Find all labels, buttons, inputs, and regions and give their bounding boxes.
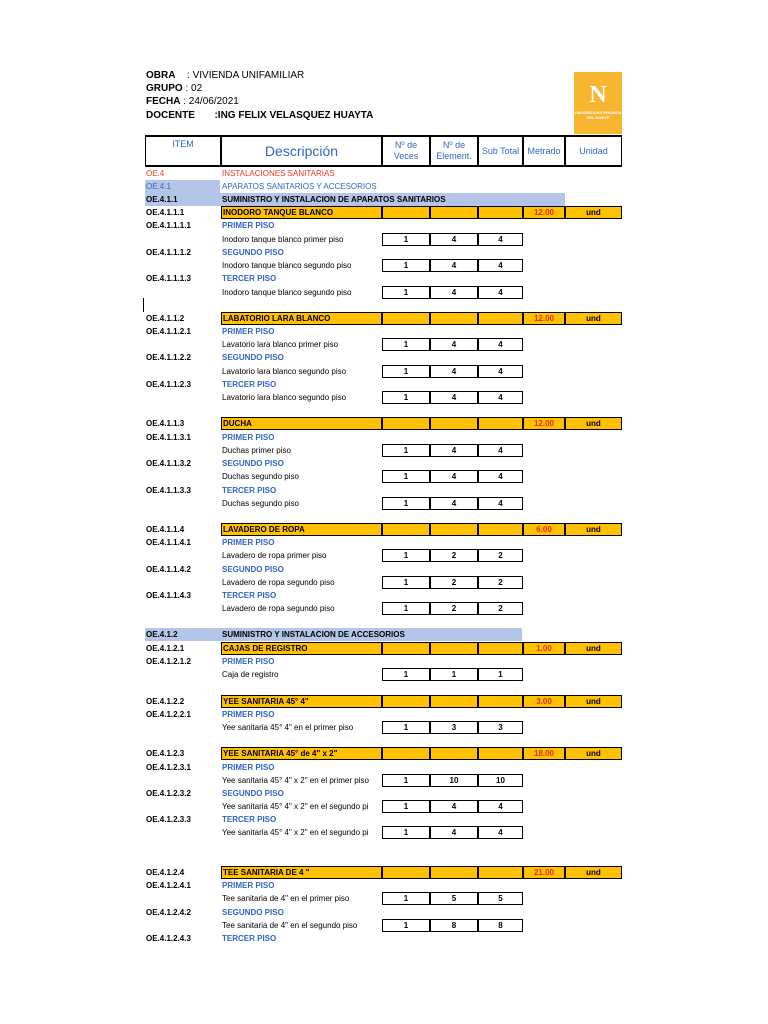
floor-label: SEGUNDO PISO [222,789,284,798]
item-code: OE.4.1.1.3.1 [146,433,191,442]
cell-cursor-line [143,298,144,312]
col-metrado-header: Metrado [523,135,565,167]
subtotal-cell [478,866,523,879]
elementos-value: 4 [430,444,478,457]
item-title: LAVADERO DE ROPA [221,523,382,536]
item-code: OE.4.1.2.4 [146,868,185,877]
elementos-cell [430,866,478,879]
metrado-value: 21.00 [523,866,565,879]
metrado-value: 12.00 [523,206,565,219]
elementos-cell [430,747,478,760]
item-code: OE.4.1.1 [146,195,178,204]
elementos-cell [430,206,478,219]
elementos-value: 2 [430,576,478,589]
floor-label: PRIMER PISO [222,881,275,890]
subtotal-cell [478,642,523,655]
item-title: LABATORIO LARA BLANCO [221,312,382,325]
grupo-line [146,82,202,95]
item-code: OE.4 [146,169,165,178]
floor-label: SEGUNDO PISO [222,459,284,468]
veces-value: 1 [382,549,430,562]
grupo-value: : 02 [185,83,203,94]
unidad-value: und [565,866,622,879]
floor-label: SEGUNDO PISO [222,565,284,574]
item-code: OE.4.1.1.4.3 [146,591,191,600]
veces-cell [382,312,430,325]
subtotal-cell [478,206,523,219]
floor-label: TERCER PISO [222,486,277,495]
elementos-value: 4 [430,497,478,510]
elementos-cell [430,523,478,536]
veces-value: 1 [382,286,430,299]
item-code: OE.4.1.1.2.1 [146,327,191,336]
subtotal-value: 2 [478,602,523,615]
docente-value: :ING FELIX VELASQUEZ HUAYTA [214,110,374,121]
subtotal-cell [478,523,523,536]
veces-value: 1 [382,233,430,246]
subtotal-value: 2 [478,549,523,562]
logo-text: UNIVERSIDAD PRIVADA DEL NORTE [574,110,622,120]
item-code: OE.4.1.2.4.3 [146,934,191,943]
elementos-value: 4 [430,259,478,272]
detail-description: Duchas segundo piso [222,472,299,481]
metrado-value: 12.00 [523,312,565,325]
floor-label: SEGUNDO PISO [222,353,284,362]
subtotal-cell [478,695,523,708]
fecha-line [146,95,239,108]
elementos-value: 10 [430,774,478,787]
item-code: OE.4.1.2.4.2 [146,908,191,917]
metrado-value: 1.00 [523,642,565,655]
veces-value: 1 [382,576,430,589]
floor-label: PRIMER PISO [222,327,275,336]
item-code: OE.4.1.1.2.3 [146,380,191,389]
veces-cell [382,866,430,879]
detail-description: Lavadero de ropa segundo piso [222,578,335,587]
veces-value: 1 [382,338,430,351]
veces-cell [382,523,430,536]
item-code: OE.4.1.1.4 [146,525,185,534]
subtotal-value: 10 [478,774,523,787]
subtotal-value: 4 [478,259,523,272]
item-code: OE.4.1.1.2 [146,314,185,323]
veces-cell [382,747,430,760]
subtotal-value: 4 [478,233,523,246]
unidad-value: und [565,206,622,219]
item-code: OE.4.1.1.1 [146,208,185,217]
detail-description: Inodoro tanque blanco segundo piso [222,261,352,270]
elementos-value: 1 [430,668,478,681]
elementos-value: 4 [430,800,478,813]
veces-value: 1 [382,365,430,378]
subtotal-value: 4 [478,470,523,483]
item-title: YEE SANITARIA 45° 4" [221,695,382,708]
item-code: OE.4.1.2.2 [146,697,185,706]
elementos-value: 2 [430,602,478,615]
elementos-cell [430,642,478,655]
logo-letter: N [589,82,607,108]
detail-description: Inodoro tanque blanco primer piso [222,235,344,244]
subtotal-value: 5 [478,892,523,905]
elementos-value: 4 [430,365,478,378]
veces-value: 1 [382,721,430,734]
section-title: SUMINISTRO Y INSTALACION DE APARATOS SANITARIOS [222,195,446,204]
university-logo [574,72,622,134]
veces-value: 1 [382,602,430,615]
veces-cell [382,695,430,708]
item-code: OE.4.1.1.3.2 [146,459,191,468]
item-code: OE.4.1.1.1.2 [146,248,191,257]
floor-label: PRIMER PISO [222,221,275,230]
floor-label: TERCER PISO [222,591,277,600]
detail-description: Lavadero de ropa primer piso [222,551,327,560]
detail-description: Lavatorio lara blanco segundo piso [222,367,347,376]
obra-line [146,69,304,82]
veces-value: 1 [382,774,430,787]
docente-line [146,109,373,122]
metrado-value: 3.00 [523,695,565,708]
item-title: YEE SANITARIA 45° de 4" x 2" [221,747,382,760]
subtotal-value: 4 [478,338,523,351]
unidad-value: und [565,417,622,430]
detail-description: Lavadero de ropa segundo piso [222,604,335,613]
section-title: APARATOS SANITARIOS Y ACCESORIOS [222,182,377,191]
detail-description: Yee sanitaria 45° 4" x 2" en el segundo pi [222,828,369,837]
veces-value: 1 [382,259,430,272]
floor-label: PRIMER PISO [222,538,275,547]
veces-value: 1 [382,892,430,905]
item-title: CAJAS DE REGISTRO [221,642,382,655]
elementos-value: 5 [430,892,478,905]
floor-label: TERCER PISO [222,380,277,389]
fecha-value: : 24/06/2021 [183,96,239,107]
col-unidad-header: Unidad [565,135,622,167]
veces-value: 1 [382,919,430,932]
col-veces-header: Nº de Veces [382,135,430,167]
elementos-value: 2 [430,549,478,562]
item-code: OE.4.1.1.3.3 [146,486,191,495]
obra-label: OBRA [146,70,176,81]
subtotal-value: 3 [478,721,523,734]
subtotal-value: 2 [478,576,523,589]
docente-label: DOCENTE [146,110,195,121]
floor-label: PRIMER PISO [222,710,275,719]
subtotal-cell [478,747,523,760]
item-title: TEE SANITARIA DE 4 " [221,866,382,879]
col-elementos-header: Nº de Element. [430,135,478,167]
veces-value: 1 [382,470,430,483]
floor-label: PRIMER PISO [222,433,275,442]
subtotal-value: 4 [478,497,523,510]
item-code: OE.4.1.1.4.1 [146,538,191,547]
item-title: INODORO TANQUE BLANCO [221,206,382,219]
item-code: OE.4.1.1.4.2 [146,565,191,574]
section-title: INSTALACIONES SANITARIAS [222,169,335,178]
veces-value: 1 [382,826,430,839]
item-code: OE.4.1.2.3.1 [146,763,191,772]
floor-label: SEGUNDO PISO [222,248,284,257]
fecha-label: FECHA [146,96,181,107]
detail-description: Caja de registro [222,670,279,679]
elementos-value: 4 [430,826,478,839]
floor-label: TERCER PISO [222,815,277,824]
veces-cell [382,417,430,430]
unidad-value: und [565,523,622,536]
elementos-value: 4 [430,470,478,483]
subtotal-value: 4 [478,800,523,813]
veces-value: 1 [382,391,430,404]
item-code: OE.4.1.2.1 [146,644,185,653]
subtotal-value: 4 [478,391,523,404]
detail-description: Tee sanitaria de 4" en el primer piso [222,894,350,903]
metrado-value: 12.00 [523,417,565,430]
detail-description: Inodoro tanque blanco segundo piso [222,288,352,297]
subtotal-value: 4 [478,826,523,839]
floor-label: TERCER PISO [222,934,277,943]
item-code: OE.4.1.2.4.1 [146,881,191,890]
subtotal-cell [478,312,523,325]
elementos-cell [430,695,478,708]
metrado-value: 18.00 [523,747,565,760]
grupo-label: GRUPO [146,83,183,94]
item-code: OE.4.1.2.1.2 [146,657,191,666]
detail-description: Lavatorio lara blanco segundo piso [222,393,347,402]
item-code: OE.4.1.1.3 [146,419,185,428]
veces-value: 1 [382,800,430,813]
floor-label: TERCER PISO [222,274,277,283]
detail-description: Tee sanitaria de 4" en el segundo piso [222,921,358,930]
subtotal-value: 8 [478,919,523,932]
subtotal-value: 1 [478,668,523,681]
item-code: OE.4.1.2.2.1 [146,710,191,719]
item-code: OE.4.1 [146,182,171,191]
floor-label: PRIMER PISO [222,657,275,666]
subtotal-value: 4 [478,286,523,299]
unidad-value: und [565,695,622,708]
item-code: OE.4.1.2.3 [146,749,185,758]
section-title: SUMINISTRO Y INSTALACION DE ACCESORIOS [222,630,405,639]
elementos-value: 4 [430,286,478,299]
obra-value: : VIVIENDA UNIFAMILIAR [187,70,305,81]
subtotal-cell [478,417,523,430]
elementos-value: 4 [430,338,478,351]
unidad-value: und [565,642,622,655]
subtotal-value: 4 [478,444,523,457]
col-descripcion-header: Descripción [221,135,382,167]
veces-value: 1 [382,668,430,681]
item-code: OE.4.1.1.1.1 [146,221,191,230]
elementos-cell [430,312,478,325]
detail-description: Yee sanitaria 45° 4" x 2" en el segundo pi [222,802,369,811]
floor-label: SEGUNDO PISO [222,908,284,917]
detail-description: Duchas segundo piso [222,499,299,508]
veces-cell [382,642,430,655]
unidad-value: und [565,747,622,760]
elementos-cell [430,417,478,430]
elementos-value: 3 [430,721,478,734]
elementos-value: 4 [430,233,478,246]
unidad-value: und [565,312,622,325]
veces-value: 1 [382,497,430,510]
col-subtotal-header: Sub Total [478,135,523,167]
veces-cell [382,206,430,219]
floor-label: PRIMER PISO [222,763,275,772]
item-title: DUCHA [221,417,382,430]
veces-value: 1 [382,444,430,457]
elementos-value: 4 [430,391,478,404]
detail-description: Yee sanitaria 45° 4" x 2" en el primer piso [222,776,369,785]
detail-description: Lavatorio lara blanco primer piso [222,340,339,349]
item-code: OE.4.1.1.1.3 [146,274,191,283]
item-code: OE.4.1.2.3.3 [146,815,191,824]
detail-description: Duchas primer piso [222,446,291,455]
elementos-value: 8 [430,919,478,932]
detail-description: Yee sanitaria 45° 4" en el primer piso [222,723,354,732]
subtotal-value: 4 [478,365,523,378]
item-code: OE.4.1.1.2.2 [146,353,191,362]
col-item-header: ITEM [145,135,221,167]
metrado-value: 6.00 [523,523,565,536]
item-code: OE.4.1.2 [146,630,178,639]
item-code: OE.4.1.2.3.2 [146,789,191,798]
